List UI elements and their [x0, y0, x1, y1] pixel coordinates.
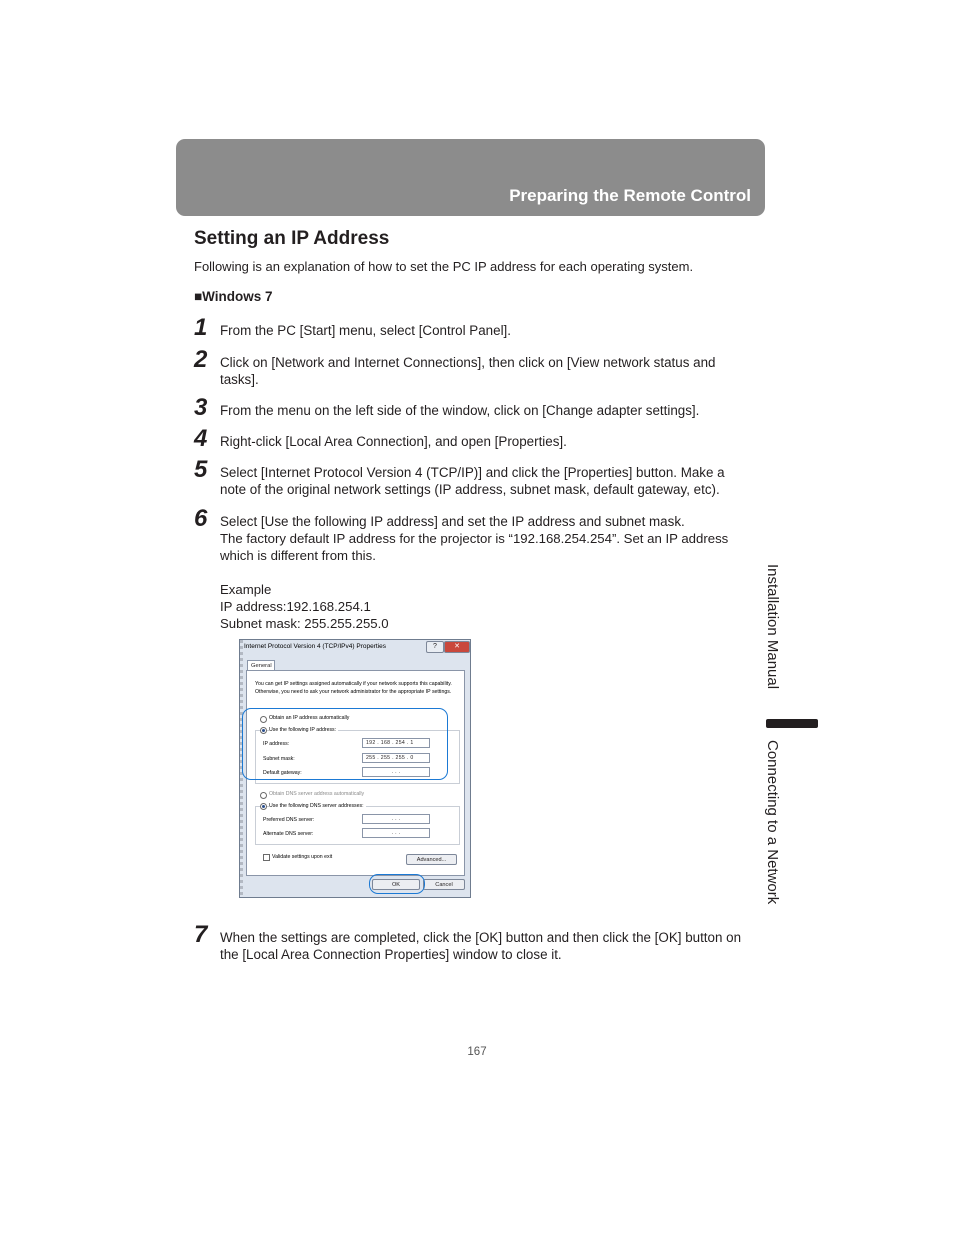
step-text: Select [Internet Protocol Version 4 (TCP/IP)] and click the [Properties] button. Make a note of the original network settings (IP address, subnet mask, default gateway, etc).	[220, 465, 725, 497]
chapter-banner	[176, 139, 765, 216]
step-number: 1	[194, 314, 208, 341]
default-gateway-field[interactable]: . . .	[362, 767, 430, 777]
chapter-side-label: Connecting to a Network	[764, 740, 781, 905]
step-text: Select [Use the following IP address] and set the IP address and subnet mask.	[220, 514, 685, 529]
preferred-dns-field[interactable]: . . .	[362, 814, 430, 824]
validate-checkbox[interactable]	[263, 854, 270, 861]
use-following-dns-label: Use the following DNS server addresses:	[269, 803, 364, 809]
step-number: 5	[194, 456, 208, 483]
step-number: 3	[194, 394, 208, 421]
ok-button-highlight	[369, 874, 425, 894]
tab-general[interactable]: General	[247, 660, 275, 670]
ip-settings-highlight	[242, 708, 448, 780]
step-number: 6	[194, 505, 208, 532]
alternate-dns-label: Alternate DNS server:	[263, 831, 314, 837]
step-number: 7	[194, 921, 208, 948]
dialog-description: You can get IP settings assigned automatically if your network supports this capability. Otherwise, you need to ask your network administrator for the appropriate IP settings.	[255, 681, 452, 695]
step-number: 4	[194, 425, 208, 452]
step-text: From the PC [Start] menu, select [Control Panel].	[220, 323, 511, 338]
close-button[interactable]: ✕	[444, 641, 470, 653]
step-text: When the settings are completed, click the [OK] button and then click the [OK] button on the [Local Area Connection Properties] window to close it.	[220, 930, 742, 962]
obtain-dns-auto-radio[interactable]	[260, 792, 267, 799]
validate-label: Validate settings upon exit	[272, 854, 333, 860]
default-gateway-label: Default gateway:	[263, 770, 302, 776]
ip-address-field[interactable]: 192 . 168 . 254 . 1	[362, 738, 430, 748]
obtain-ip-auto-label: Obtain an IP address automatically	[269, 715, 350, 721]
step-text: Right-click [Local Area Connection], and open [Properties].	[220, 434, 567, 449]
preferred-dns-label: Preferred DNS server:	[263, 817, 315, 823]
section-title: Setting an IP Address	[194, 228, 390, 249]
use-following-ip-label: Use the following IP address:	[269, 727, 337, 733]
step-number: 2	[194, 346, 208, 373]
example-label: Example	[220, 582, 272, 597]
side-divider	[766, 719, 818, 728]
dialog-title: Internet Protocol Version 4 (TCP/IPv4) Properties	[244, 643, 386, 650]
os-subheading: ■Windows 7	[194, 289, 273, 304]
step-text: From the menu on the left side of the window, click on [Change adapter settings].	[220, 403, 700, 418]
banner-title: Preparing the Remote Control	[509, 186, 751, 205]
manual-side-label: Installation Manual	[764, 564, 781, 690]
alternate-dns-field[interactable]: . . .	[362, 828, 430, 838]
subnet-mask-label: Subnet mask:	[263, 756, 295, 762]
example-ip: IP address:192.168.254.1	[220, 599, 371, 614]
use-following-dns-radio[interactable]	[260, 803, 267, 810]
ip-address-label: IP address:	[263, 741, 290, 747]
help-button[interactable]: ?	[426, 641, 444, 653]
step-6-note: The factory default IP address for the projector is “192.168.254.254”. Set an IP address which is different from this.	[220, 531, 729, 563]
example-subnet: Subnet mask: 255.255.255.0	[220, 616, 389, 631]
step-text: Click on [Network and Internet Connections], then click on [View network status and tasks].	[220, 355, 716, 387]
ok-button[interactable]: OK	[372, 879, 420, 890]
dns-group	[255, 806, 460, 845]
section-intro: Following is an explanation of how to set the PC IP address for each operating system.	[194, 259, 694, 274]
cancel-button[interactable]: Cancel	[423, 879, 465, 890]
advanced-button[interactable]: Advanced...	[406, 854, 457, 865]
page-number: 167	[467, 1046, 487, 1058]
obtain-dns-auto-label: Obtain DNS server address automatically	[269, 791, 365, 797]
subnet-mask-field[interactable]: 255 . 255 . 255 . 0	[362, 753, 430, 763]
